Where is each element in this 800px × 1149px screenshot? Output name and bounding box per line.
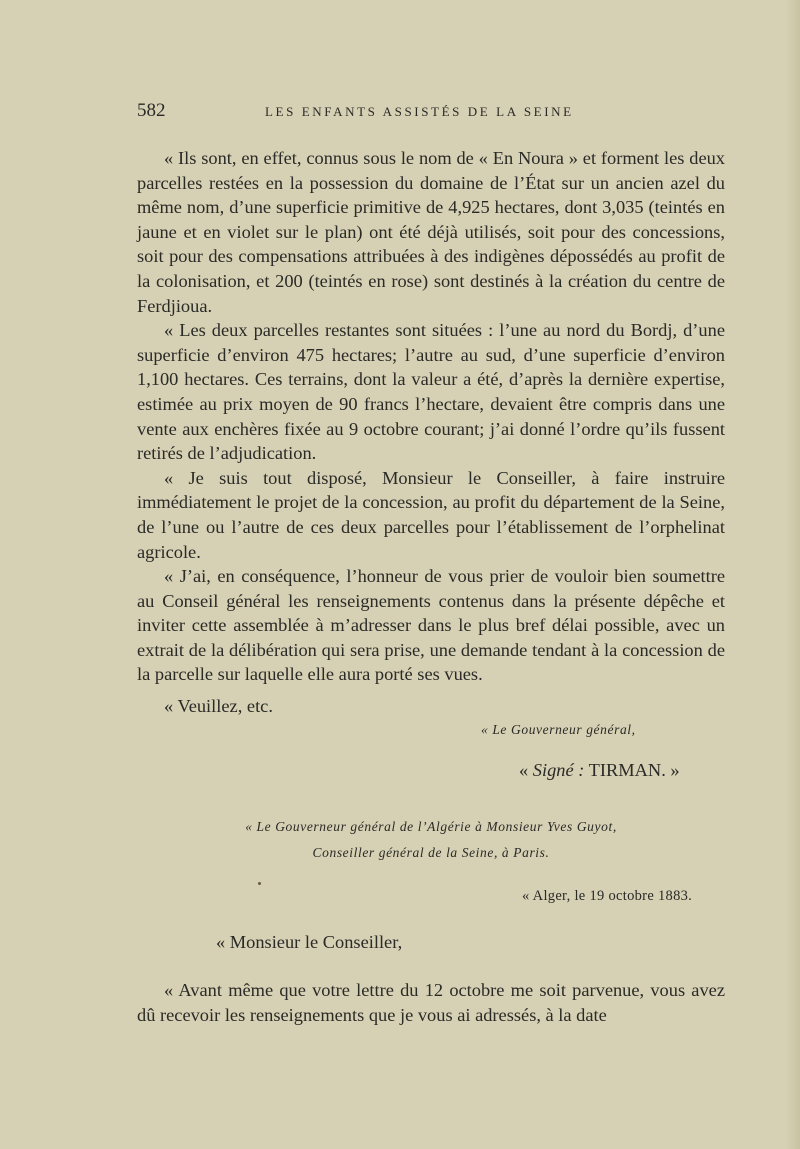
signature-line [519, 760, 680, 781]
paragraph: « J’ai, en conséquence, l’honneur de vous prier de vouloir bien soumettre au Conseil général les renseignements contenus dans la présente dépêche et inviter cette assemblée à m’adresser dans le plus bref délai possible, avec un extrait de la délibération qui sera prise, une demande tendant à la concession de la parcelle sur laquelle elle aura porté ses vues. [137, 566, 725, 685]
paragraph: « Avant même que votre lettre du 12 octobre me soit parvenue, vous avez dû recevoir les renseignements que je vous ai adressés, à la date [137, 980, 725, 1025]
ink-speck [258, 882, 261, 885]
signature-title: « Le Gouverneur général, [481, 722, 636, 737]
body-text-continued [137, 978, 725, 1027]
running-head [137, 100, 725, 124]
letter-heading-line: « Le Gouverneur général de l’Algérie à Monsieur Yves Guyot, [245, 819, 617, 834]
paragraph: « Les deux parcelles restantes sont situées : l’une au nord du Bordj, d’une superficie d’environ 475 hectares; l’autre au sud, d’une superficie d’environ 1,100 hectares. Ces terrains, dont la valeur a été, d’après la dernière expertise, estimée au prix moyen de 90 francs l’hectare, devaient être compris dans une vente aux enchères fixée au 9 octobre courant; j’ai donné l’ordre qu’ils fussent retirés de l’adjudication. [137, 320, 725, 464]
paragraph: « Ils sont, en effet, connus sous le nom de « En Noura » et forment les deux parcelles restées en la possession du domaine de l’État sur un ancien azel du même nom, d’une superficie primitive de 4,925 hectares, dont 3,035 (teintés en jaune et en violet sur le plan) ont été déjà utilisés, soit pour des concessions, soit pour des compensations attribuées à des indigènes dépossédés au profit de la colonisation, et 200 (teintés en rose) sont destinés à la création du centre de Ferdjioua. [137, 148, 725, 316]
page-edge [786, 0, 800, 1149]
running-title: LES ENFANTS ASSISTÉS DE LA SEINE [265, 104, 574, 119]
closing-formula: « Veuillez, etc. [164, 696, 273, 716]
page-number: 582 [137, 100, 166, 121]
paragraph: « Je suis tout disposé, Monsieur le Conseiller, à faire instruire immédiatement le projet de la concession, au profit du département de la Seine, de l’une ou l’autre de ces deux parcelles pour l’établissement de l’orphelinat agricole. [137, 467, 725, 562]
signed-label: Signé : [532, 760, 585, 780]
open-quote: « [519, 760, 533, 780]
body-text [137, 146, 725, 687]
letter-heading-line: Conseiller général de la Seine, à Paris. [312, 845, 550, 860]
salutation: « Monsieur le Conseiller, [216, 932, 403, 952]
signatory-name: TIRMAN. » [584, 760, 680, 780]
letter-heading [137, 814, 725, 866]
dateline: « Alger, le 19 octobre 1883. [522, 888, 693, 904]
